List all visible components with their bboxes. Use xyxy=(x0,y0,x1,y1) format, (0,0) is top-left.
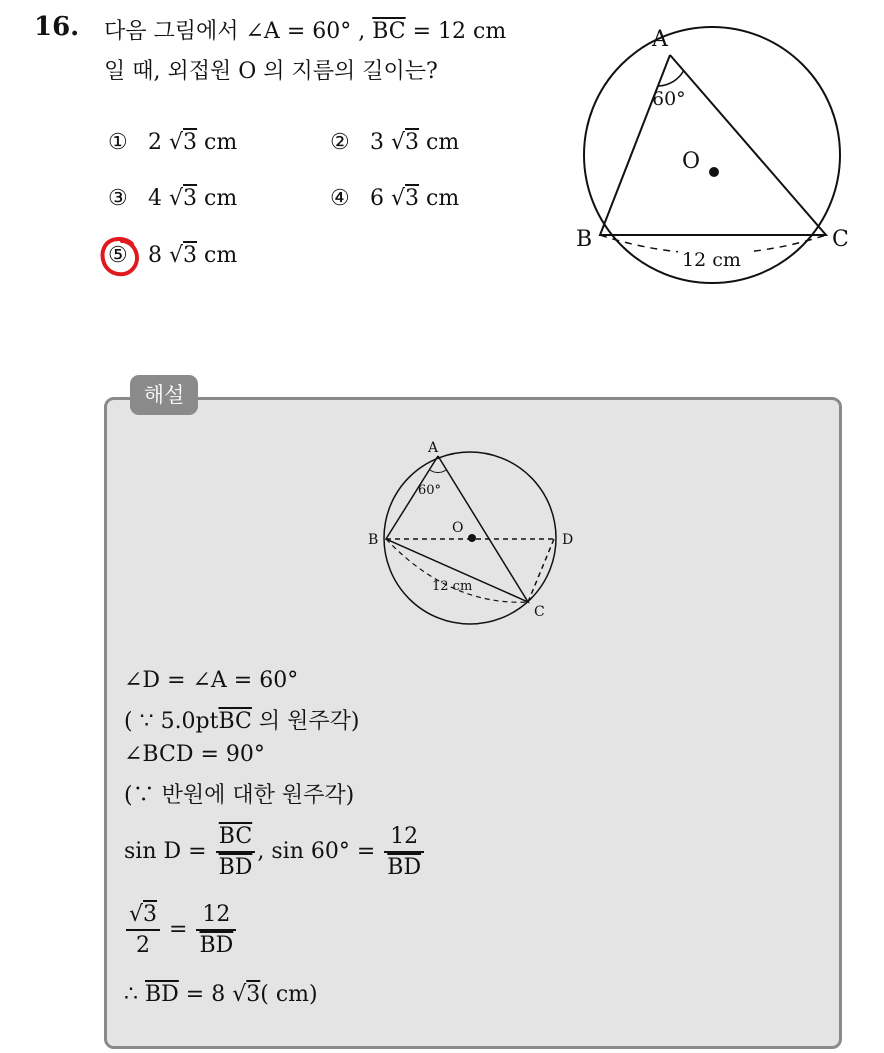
frac-num: 12 xyxy=(384,824,424,853)
choice-3[interactable] xyxy=(108,186,237,211)
frac-num: 12 xyxy=(196,902,236,931)
choice-coef: 2 xyxy=(148,130,162,155)
solution-line-5 xyxy=(124,824,426,880)
sol-label-d: D xyxy=(562,532,574,548)
line-7-prefix: ∴ xyxy=(124,982,145,1007)
sol-label-c: C xyxy=(534,604,545,620)
sqrt-symbol: √3 xyxy=(391,130,420,155)
triangle-circle-figure xyxy=(570,20,870,310)
choice-2[interactable] xyxy=(330,130,459,155)
question-number: 16. xyxy=(34,12,80,42)
label-c: C xyxy=(832,227,849,252)
line-6-eq: = xyxy=(169,917,188,942)
frac-den: 2 xyxy=(136,933,151,958)
choice-coef: 3 xyxy=(370,130,384,155)
solution-line-4: (∵ 반원에 대한 원주각) xyxy=(124,783,355,808)
choice-unit: cm xyxy=(426,186,460,211)
line-7-radicand: 3 xyxy=(246,982,261,1007)
choice-coef: 6 xyxy=(370,186,384,211)
solution-line-7 xyxy=(124,982,318,1007)
choice-number: ① xyxy=(108,130,128,155)
label-o: O xyxy=(682,149,701,174)
circumcircle xyxy=(584,27,840,283)
line-2-prefix: ( ∵ 5.0pt xyxy=(124,709,219,734)
fraction-12-over-bd-2 xyxy=(196,902,236,958)
line-5-mid: , sin 60° = xyxy=(257,839,376,864)
label-angle: 60° xyxy=(652,88,686,110)
choice-unit: cm xyxy=(204,186,238,211)
segment-bd: $\overline{BD}$ xyxy=(145,982,179,1007)
frac-num: $\overline{BC}$ xyxy=(218,824,253,849)
frac-den: BD xyxy=(387,855,422,880)
fraction-bc-over-bd xyxy=(216,824,256,880)
label-side: 12 cm xyxy=(682,249,741,271)
question-line-2: 일 때, 외접원 O 의 지름의 길이는? xyxy=(104,59,438,84)
answer-mark-circle xyxy=(96,232,146,282)
line-7-eq: = 8 xyxy=(178,982,233,1007)
choice-radicand: 3 xyxy=(405,186,420,211)
sol-label-b: B xyxy=(368,532,379,548)
choice-number: ③ xyxy=(108,186,128,211)
sqrt-symbol: √3 xyxy=(232,982,261,1007)
sqrt-symbol: √3 xyxy=(391,186,420,211)
question-line-1-prefix: 다음 그림에서 ∠A = 60° , xyxy=(104,19,373,44)
line-5-lhs: sin D = xyxy=(124,839,207,864)
sol-label-o: O xyxy=(452,520,464,536)
choice-unit: cm xyxy=(426,130,460,155)
question-line-1-suffix: = 12 cm xyxy=(405,19,507,44)
segment-bc: $\overline{BC}$ xyxy=(372,19,406,44)
line-7-suffix: ( cm) xyxy=(260,982,318,1007)
label-b: B xyxy=(576,227,593,252)
choice-coef: 4 xyxy=(148,186,162,211)
sol-label-angle: 60° xyxy=(418,483,442,498)
choice-number: ② xyxy=(330,130,350,155)
choice-number: ⑤ xyxy=(108,243,128,268)
label-a: A xyxy=(652,27,668,52)
frac-radicand: 3 xyxy=(143,902,158,927)
choice-4[interactable] xyxy=(330,186,459,211)
solution-tag: 해설 xyxy=(130,375,198,415)
frac-den: BD xyxy=(218,855,253,880)
choice-radicand: 3 xyxy=(405,130,420,155)
center-point xyxy=(709,167,719,177)
sqrt-symbol: √3 xyxy=(169,243,198,268)
marker-stroke xyxy=(103,239,137,274)
arc-bc: $\overline{BC}$ xyxy=(218,709,252,734)
question-line-1 xyxy=(104,14,506,45)
frac-den: BD xyxy=(199,933,234,958)
fraction-root3-over-2: $\frac{√3}{2}$ xyxy=(126,902,160,958)
triangle-abc xyxy=(600,55,826,235)
sol-label-a: A xyxy=(428,440,439,456)
solution-line-3: ∠BCD = 90° xyxy=(124,742,265,767)
line-2-suffix: 의 원주각) xyxy=(251,709,360,734)
choice-coef: 8 xyxy=(148,243,162,268)
choice-radicand: 3 xyxy=(183,130,198,155)
sol-label-side: 12 cm xyxy=(432,579,473,594)
solution-angle-arc xyxy=(430,470,446,473)
choice-radicand: 3 xyxy=(183,243,198,268)
solution-line-1: ∠D = ∠A = 60° xyxy=(124,668,299,693)
solution-line-2 xyxy=(124,704,359,735)
choice-radicand: 3 xyxy=(183,186,198,211)
solution-line-6 xyxy=(124,902,238,958)
sqrt-symbol: √3 xyxy=(169,130,198,155)
sqrt-symbol: √3 xyxy=(169,186,198,211)
solution-figure xyxy=(360,434,590,630)
fraction-12-over-bd xyxy=(384,824,424,880)
choice-1[interactable] xyxy=(108,130,237,155)
choice-number: ④ xyxy=(330,186,350,211)
solution-center-point xyxy=(468,534,476,542)
choice-unit: cm xyxy=(204,243,238,268)
choice-unit: cm xyxy=(204,130,238,155)
